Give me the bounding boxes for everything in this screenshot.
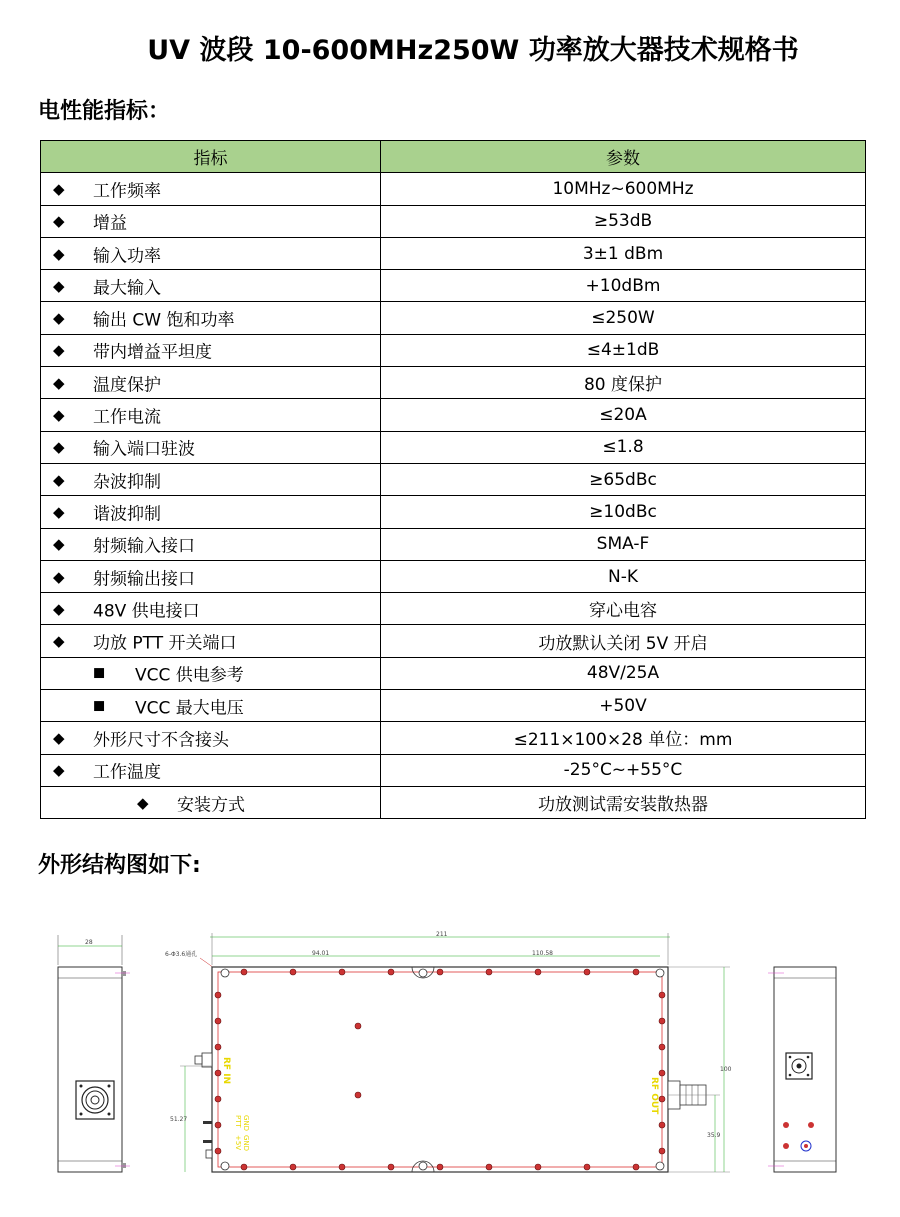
spec-value: -25°C~+55°C [381, 754, 866, 786]
screw-hole [633, 969, 639, 975]
diamond-bullet-icon: ◆ [53, 567, 65, 586]
screw-hole [659, 1070, 665, 1076]
right-side-view [768, 967, 836, 1172]
square-bullet-icon: ■ [93, 665, 106, 681]
spec-value: +50V [381, 690, 866, 722]
spec-label-cell [41, 496, 381, 528]
spec-label-cell [41, 528, 381, 560]
spec-value: 功放默认关闭 5V 开启 [381, 625, 866, 657]
screw-hole [659, 992, 665, 998]
spec-label-cell [41, 593, 381, 625]
diamond-bullet-icon: ◆ [53, 438, 65, 457]
spec-value: ≥10dBc [381, 496, 866, 528]
section-heading-drawing: 外形结构图如下: [38, 853, 201, 878]
screw-hole [388, 969, 394, 975]
spec-label-cell [41, 237, 381, 269]
screw-hole [215, 1122, 221, 1128]
dim-rfin-offset: 51.27 [170, 1116, 188, 1123]
spec-label-cell [41, 334, 381, 366]
table-row [41, 690, 866, 722]
spec-value: 穿心电容 [381, 593, 866, 625]
spec-table-body [41, 173, 866, 819]
spec-value: 10MHz~600MHz [381, 173, 866, 205]
spec-label: 工作频率 [93, 181, 161, 202]
screw-hole [241, 1164, 247, 1170]
spec-label: VCC 供电参考 [135, 665, 244, 686]
screw-hole [535, 969, 541, 975]
spec-value: 功放测试需安装散热器 [381, 786, 866, 818]
screw-hole [535, 1164, 541, 1170]
table-row [41, 334, 866, 366]
label-rf-in: RF IN [221, 1057, 231, 1085]
screw-hole [290, 1164, 296, 1170]
screw-hole [215, 992, 221, 998]
table-row [41, 722, 866, 754]
table-header-row [41, 141, 866, 173]
table-row [41, 657, 866, 689]
spec-label: 外形尺寸不含接头 [93, 730, 229, 751]
diamond-bullet-icon: ◆ [53, 341, 65, 360]
table-row [41, 463, 866, 495]
screw-hole [584, 969, 590, 975]
table-row [41, 205, 866, 237]
spec-label-cell [41, 786, 381, 818]
screw-hole [215, 1018, 221, 1024]
spec-label: 工作温度 [93, 762, 161, 783]
spec-label-cell [41, 722, 381, 754]
table-row [41, 302, 866, 334]
screw-hole [241, 969, 247, 975]
spec-label-cell [41, 560, 381, 592]
page-title: UV 波段 10-600MHz250W 功率放大器技术规格书 [147, 35, 799, 66]
spec-label-cell [41, 399, 381, 431]
screw-hole [659, 1018, 665, 1024]
screw-hole [339, 1164, 345, 1170]
screw-hole [486, 969, 492, 975]
square-bullet-icon: ■ [93, 698, 106, 714]
outline-drawing [40, 925, 860, 1185]
table-row [41, 270, 866, 302]
spec-label: 输入功率 [93, 246, 161, 267]
screw-hole [215, 1070, 221, 1076]
spec-label-cell [41, 754, 381, 786]
spec-label-cell [41, 205, 381, 237]
label-ptt-v: +5V [234, 1135, 242, 1151]
spec-label: 谐波抑制 [93, 504, 161, 525]
spec-value: ≥65dBc [381, 463, 866, 495]
spec-label-cell [41, 367, 381, 399]
spec-value: ≥53dB [381, 205, 866, 237]
spec-value: ≤1.8 [381, 431, 866, 463]
spec-label: 输入端口驻波 [93, 439, 195, 460]
spec-label: 杂波抑制 [93, 472, 161, 493]
spec-value: ≤250W [381, 302, 866, 334]
spec-label: 最大输入 [93, 278, 161, 299]
header-indicator: 指标 [41, 141, 381, 173]
diamond-bullet-icon: ◆ [53, 728, 65, 747]
diamond-bullet-icon: ◆ [53, 502, 65, 521]
dim-left-span: 94.01 [312, 950, 330, 957]
spec-value: N-K [381, 560, 866, 592]
screw-hole [215, 1096, 221, 1102]
diamond-bullet-icon: ◆ [53, 406, 65, 425]
spec-value: ≤4±1dB [381, 334, 866, 366]
spec-label-cell [41, 657, 381, 689]
dim-height: 100 [720, 1066, 732, 1073]
table-row [41, 367, 866, 399]
label-ptt: PTT [234, 1115, 242, 1128]
spec-label: 温度保护 [93, 375, 161, 396]
spec-label: 输出 CW 饱和功率 [93, 310, 235, 331]
table-row [41, 496, 866, 528]
diamond-bullet-icon: ◆ [53, 599, 65, 618]
screw-hole [486, 1164, 492, 1170]
spec-label-cell [41, 270, 381, 302]
diamond-bullet-icon: ◆ [53, 632, 65, 651]
diamond-bullet-icon: ◆ [53, 244, 65, 263]
spec-label-cell [41, 173, 381, 205]
screw-hole [339, 969, 345, 975]
table-row [41, 528, 866, 560]
table-row [41, 431, 866, 463]
screw-hole [659, 1148, 665, 1154]
spec-value: ≤20A [381, 399, 866, 431]
spec-label-cell [41, 625, 381, 657]
spec-value: 48V/25A [381, 657, 866, 689]
diamond-bullet-icon: ◆ [53, 212, 65, 231]
screw-hole [437, 1164, 443, 1170]
screw-hole [659, 1122, 665, 1128]
table-row [41, 593, 866, 625]
dim-rfout-offset: 35.9 [707, 1132, 721, 1139]
label-gnd: GND [242, 1115, 250, 1132]
screw-hole [290, 969, 296, 975]
screw-hole [215, 1044, 221, 1050]
dim-total-length: 211 [436, 931, 448, 938]
diamond-bullet-icon: ◆ [53, 470, 65, 489]
screw-hole [584, 1164, 590, 1170]
spec-label: 射频输入接口 [93, 536, 195, 557]
spec-label: VCC 最大电压 [135, 698, 244, 719]
spec-label: 带内增益平坦度 [93, 342, 212, 363]
table-row [41, 399, 866, 431]
spec-label: 功放 PTT 开关端口 [93, 633, 237, 654]
screw-hole [437, 969, 443, 975]
screw-hole [355, 1023, 361, 1029]
dim-holes: 6-Φ3.6通孔 [165, 951, 198, 958]
table-row [41, 786, 866, 818]
table-row [41, 560, 866, 592]
screw-hole [388, 1164, 394, 1170]
spec-value: SMA-F [381, 528, 866, 560]
spec-label: 安装方式 [177, 795, 245, 816]
n-connector-icon [76, 1081, 114, 1119]
screw-hole [355, 1092, 361, 1098]
label-rf-out: RF OUT [649, 1077, 659, 1115]
spec-label-cell [41, 463, 381, 495]
diamond-bullet-icon: ◆ [53, 276, 65, 295]
spec-label: 48V 供电接口 [93, 601, 200, 622]
screw-hole [633, 1164, 639, 1170]
section-heading-electrical: 电性能指标： [38, 99, 171, 124]
diamond-bullet-icon: ◆ [53, 309, 65, 328]
sma-connector-icon [786, 1053, 812, 1079]
diamond-bullet-icon: ◆ [137, 793, 149, 812]
spec-label: 工作电流 [93, 407, 161, 428]
spec-value: 3±1 dBm [381, 237, 866, 269]
label-gnd-2: GND [242, 1135, 250, 1152]
spec-label: 射频输出接口 [93, 569, 195, 589]
spec-label-cell [41, 431, 381, 463]
spec-value: ≤211×100×28 单位：mm [381, 722, 866, 754]
left-side-view [58, 935, 130, 1172]
screw-hole [659, 1044, 665, 1050]
dim-right-span: 110.58 [532, 950, 553, 957]
header-parameter: 参数 [381, 141, 866, 173]
dim-side-width: 28 [85, 939, 93, 946]
table-row [41, 237, 866, 269]
spec-label: 增益 [93, 213, 127, 234]
diamond-bullet-icon: ◆ [53, 179, 65, 198]
spec-label-cell [41, 690, 381, 722]
spec-label-cell [41, 302, 381, 334]
main-top-view [165, 931, 732, 1172]
screw-hole [215, 1148, 221, 1154]
spec-table [40, 140, 866, 819]
table-row [41, 754, 866, 786]
diamond-bullet-icon: ◆ [53, 373, 65, 392]
spec-value: +10dBm [381, 270, 866, 302]
table-row [41, 173, 866, 205]
diamond-bullet-icon: ◆ [53, 761, 65, 780]
spec-value: 80 度保护 [381, 367, 866, 399]
table-row [41, 625, 866, 657]
diamond-bullet-icon: ◆ [53, 535, 65, 554]
